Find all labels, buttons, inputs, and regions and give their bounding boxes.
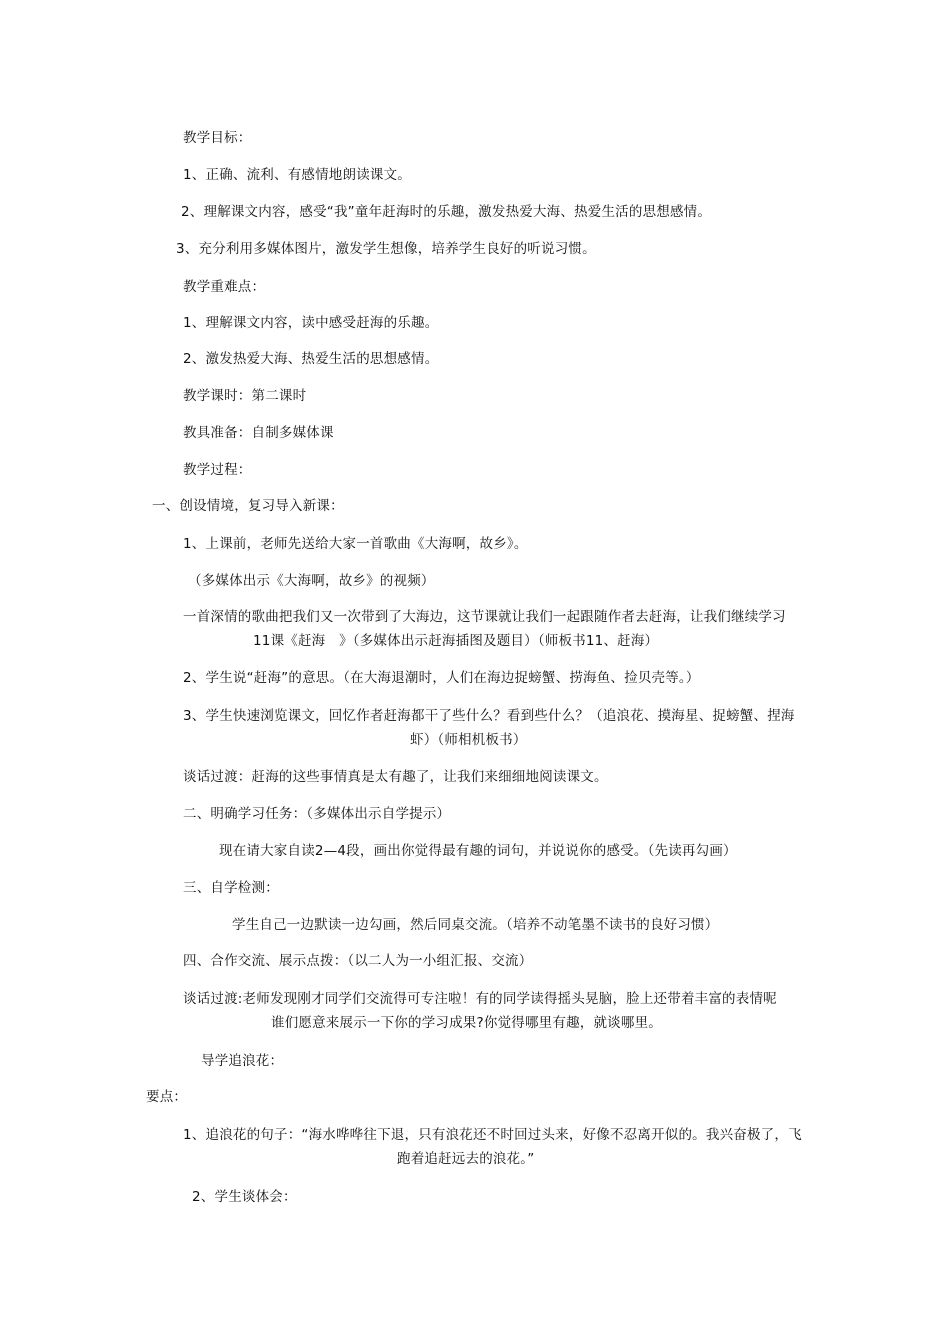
section-1-item: 2、学生说“赶海”的意思。（在大海退潮时，人们在海边捉螃蟹、捞海鱼、捡贝壳等。） — [183, 670, 700, 686]
main-point-item: 跑着追赶远去的浪花。” — [397, 1151, 535, 1167]
section-2-body: 现在请大家自读2—4段，画出你觉得最有趣的词句，并说说你的感受。（先读再勾画） — [219, 843, 737, 859]
section-1-media-note: （多媒体出示《大海啊，故乡》的视频） — [188, 573, 435, 589]
section-3-heading: 三、自学检测： — [183, 880, 279, 896]
guide-heading: 导学追浪花： — [201, 1053, 284, 1069]
section-4-transition: 谈话过渡:老师发现刚才同学们交流得可专注啦！有的同学读得摇头晃脑，脸上还带着丰富的表情呢 — [183, 991, 777, 1007]
key-point-item: 1、理解课文内容，读中感受赶海的乐趣。 — [183, 315, 439, 331]
section-1-paragraph: 一首深情的歌曲把我们又一次带到了大海边，这节课就让我们一起跟随作者去赶海，让我们继续学习 — [183, 609, 786, 625]
objective-item: 3、充分利用多媒体图片，激发学生想像，培养学生良好的听说习惯。 — [176, 241, 596, 257]
section-1-paragraph: 11课《赶海 》（多媒体出示赶海插图及题目）（师板书11、赶海） — [253, 633, 659, 649]
main-point-item: 1、追浪花的句子：“海水哗哗往下退，只有浪花还不时回过头来，好像不忍离开似的。我兴奋极了，飞 — [183, 1127, 802, 1143]
section-1-transition: 谈话过渡：赶海的这些事情真是太有趣了，让我们来细细地阅读课文。 — [183, 769, 608, 785]
section-2-heading: 二、明确学习任务：（多媒体出示自学提示） — [183, 806, 451, 822]
section-4-heading: 四、合作交流、展示点拨：（以二人为一小组汇报、交流） — [183, 953, 533, 969]
main-point-item: 2、学生谈体会： — [192, 1189, 297, 1205]
section-3-body: 学生自己一边默读一边勾画，然后同桌交流。（培养不动笔墨不读书的良好习惯） — [232, 917, 719, 933]
objective-item: 1、正确、流利、有感情地朗读课文。 — [183, 167, 411, 183]
section-1-item: 3、学生快速浏览课文，回忆作者赶海都干了些什么？看到些什么？（追浪花、摸海星、捉螃蟹、捏海 — [183, 708, 795, 724]
section-1-item: 虾）（师相机板书） — [410, 732, 527, 748]
section-4-transition: 谁们愿意来展示一下你的学习成果?你觉得哪里有趣，就谈哪里。 — [271, 1015, 662, 1031]
section-1-heading: 一、创设情境，复习导入新课： — [152, 498, 344, 514]
class-hours: 教学课时：第二课时 — [183, 388, 307, 404]
key-points-heading: 教学重难点： — [183, 279, 266, 295]
section-1-item: 1、上课前，老师先送给大家一首歌曲《大海啊，故乡》。 — [183, 536, 528, 552]
main-points-heading: 要点： — [146, 1089, 188, 1105]
process-heading: 教学过程： — [183, 462, 252, 478]
objective-item: 2、理解课文内容，感受“我”童年赶海时的乐趣，激发热爱大海、热爱生活的思想感情。 — [181, 204, 712, 220]
objectives-heading: 教学目标： — [183, 130, 252, 146]
teaching-aids: 教具准备：自制多媒体课 — [183, 425, 334, 441]
key-point-item: 2、激发热爱大海、热爱生活的思想感情。 — [183, 351, 439, 367]
